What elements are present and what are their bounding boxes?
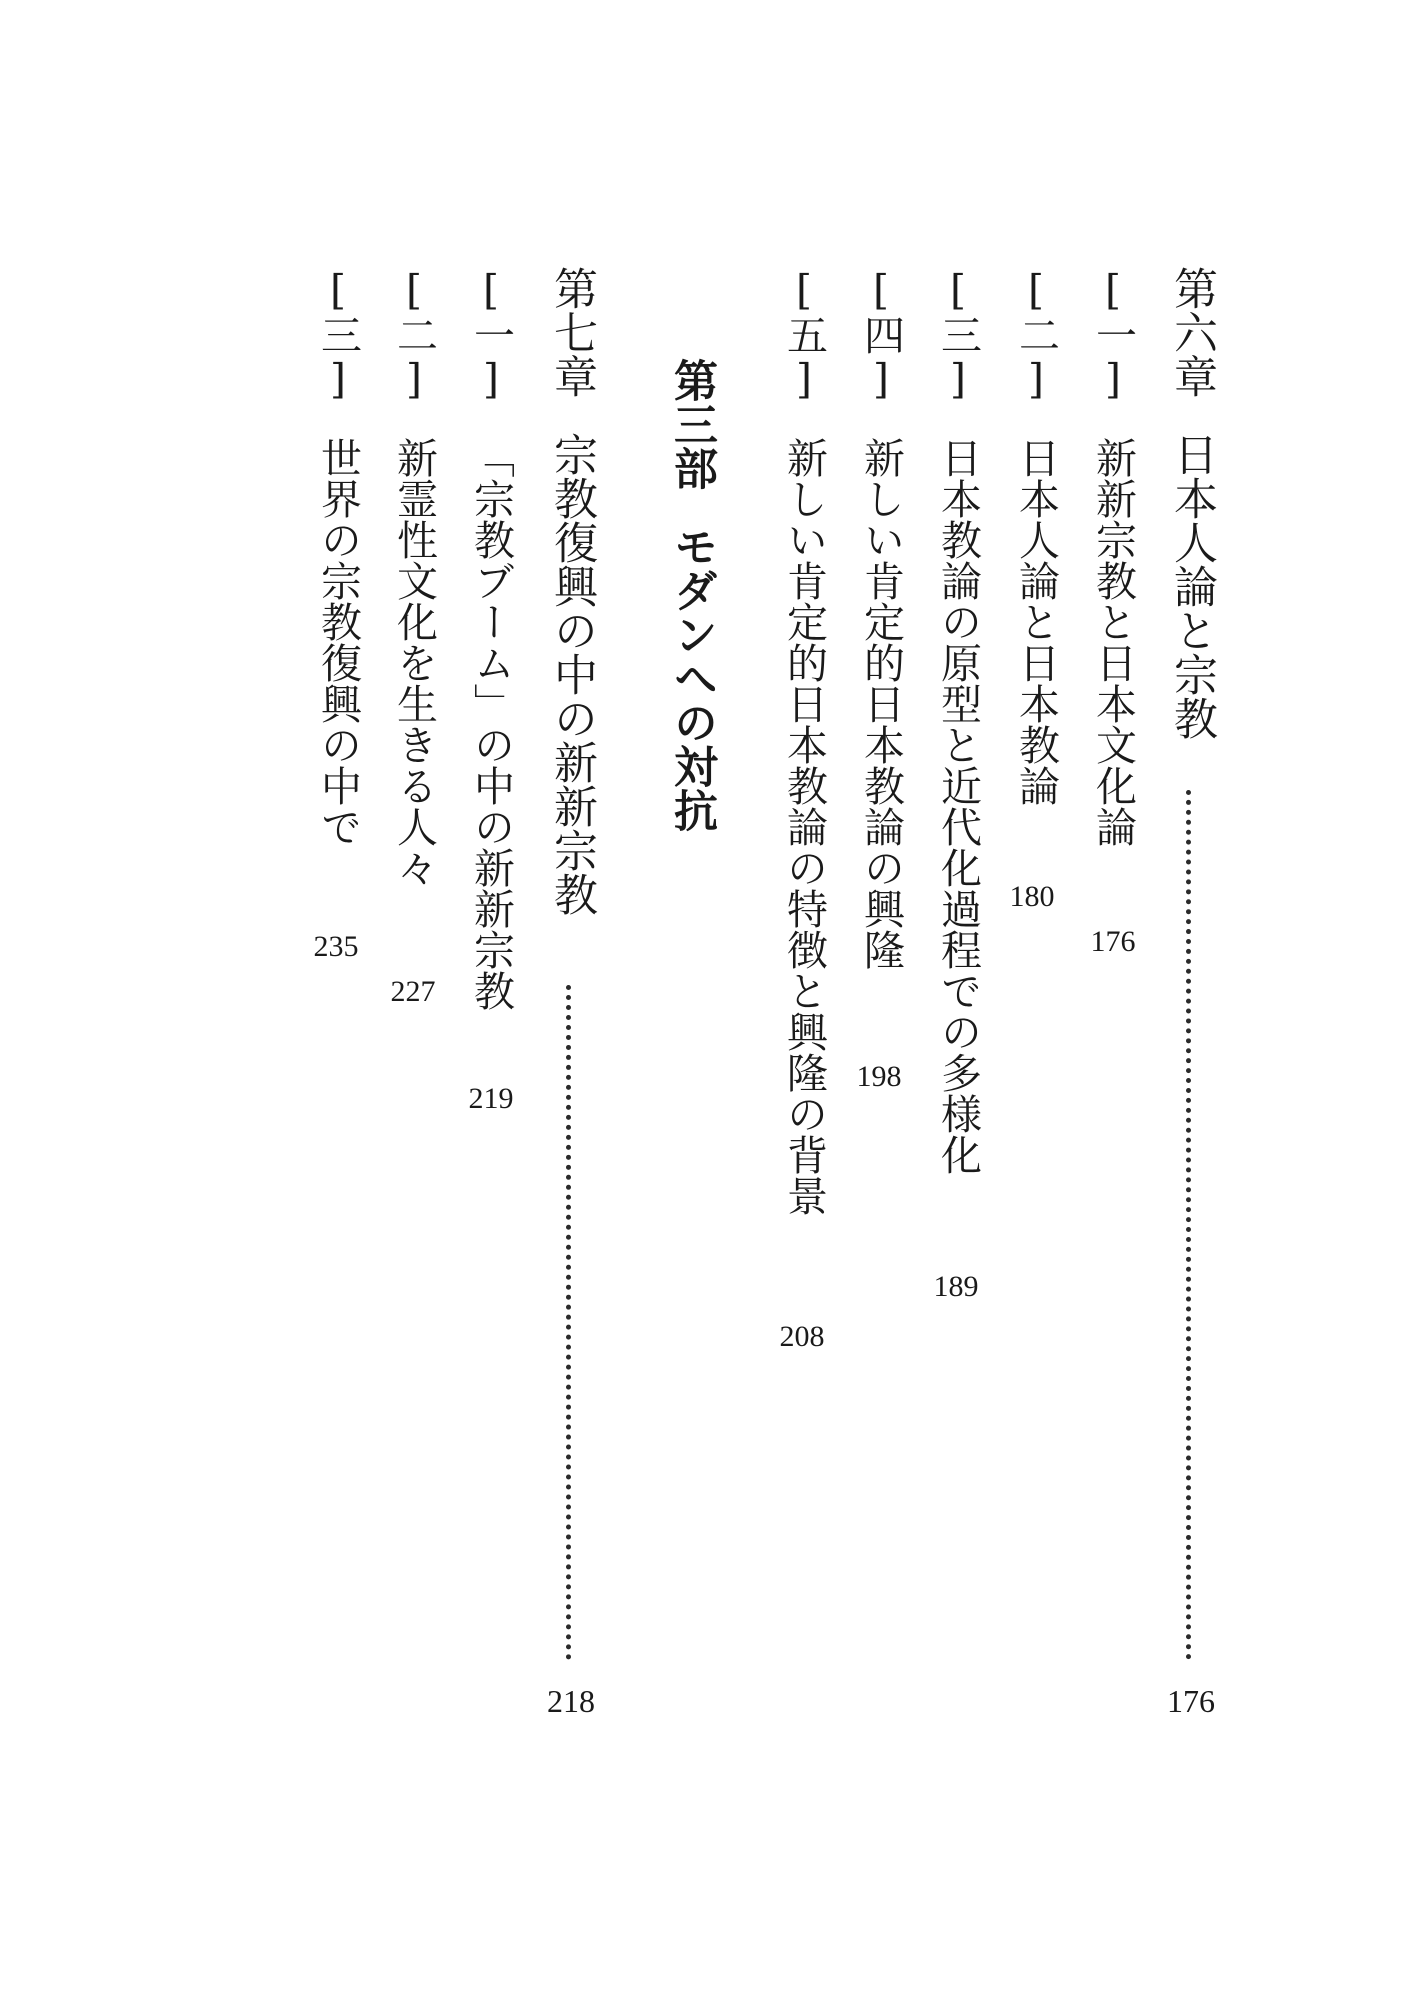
chapter-6-heading [1165,266,1217,740]
chapter-7-heading [545,266,597,916]
chapter-6-section-5-page: 208 [779,1320,825,1353]
chapter-6-leader-dots [1186,790,1191,1660]
chapter-7-section-1-page: 219 [468,1082,514,1115]
section-title: 日本教論の原型と近代化過程での多様化 [934,437,982,1175]
chapter-6-section-1 [1087,266,1139,847]
section-title: 新しい肯定的日本教論の特徴と興隆の背景 [780,437,828,1216]
chapter-7-section-2 [388,266,440,888]
chapter-7-page: 218 [547,1683,595,1719]
section-marker: [四] [857,266,905,403]
part-3-marker: 第三部 [666,358,717,490]
chapter-6-section-5 [778,266,830,1216]
chapter-6-section-1-page: 176 [1090,925,1136,958]
section-title: 世界の宗教復興の中で [314,437,362,847]
part-3-title: モダンへの対抗 [666,524,717,832]
chapter-7-section-3-page: 235 [313,930,359,963]
section-marker: [五] [780,266,828,403]
section-title: 新しい肯定的日本教論の興隆 [857,437,905,970]
chapter-7-title: 宗教復興の中の新新宗教 [546,432,597,916]
section-marker: [一] [467,266,515,403]
chapter-7-leader-dots [566,985,571,1660]
section-title: 新霊性文化を生きる人々 [390,437,438,888]
chapter-6-section-2-page: 180 [1009,880,1055,913]
chapter-6-page: 176 [1167,1683,1215,1719]
chapter-6-section-4-page: 198 [856,1060,902,1093]
chapter-6-section-3 [932,266,984,1175]
chapter-7-section-2-page: 227 [390,975,436,1008]
chapter-6-marker: 第六章 [1166,266,1217,398]
section-marker: [二] [1012,266,1060,403]
section-marker: [一] [1089,266,1137,403]
section-title: 日本人論と日本教論 [1012,437,1060,806]
chapter-6-section-2 [1010,266,1062,806]
chapter-7-section-3 [312,266,364,847]
chapter-6-section-4 [855,266,907,970]
part-3-heading [665,358,717,832]
chapter-7-marker: 第七章 [546,266,597,398]
section-marker: [三] [314,266,362,403]
chapter-6-section-3-page: 189 [933,1270,979,1303]
section-title: 新新宗教と日本文化論 [1089,437,1137,847]
section-title: 「宗教ブーム」の中の新新宗教 [467,437,515,1011]
chapter-7-section-1 [465,266,517,1011]
section-marker: [三] [934,266,982,403]
chapter-6-title: 日本人論と宗教 [1166,432,1217,740]
section-marker: [二] [390,266,438,403]
